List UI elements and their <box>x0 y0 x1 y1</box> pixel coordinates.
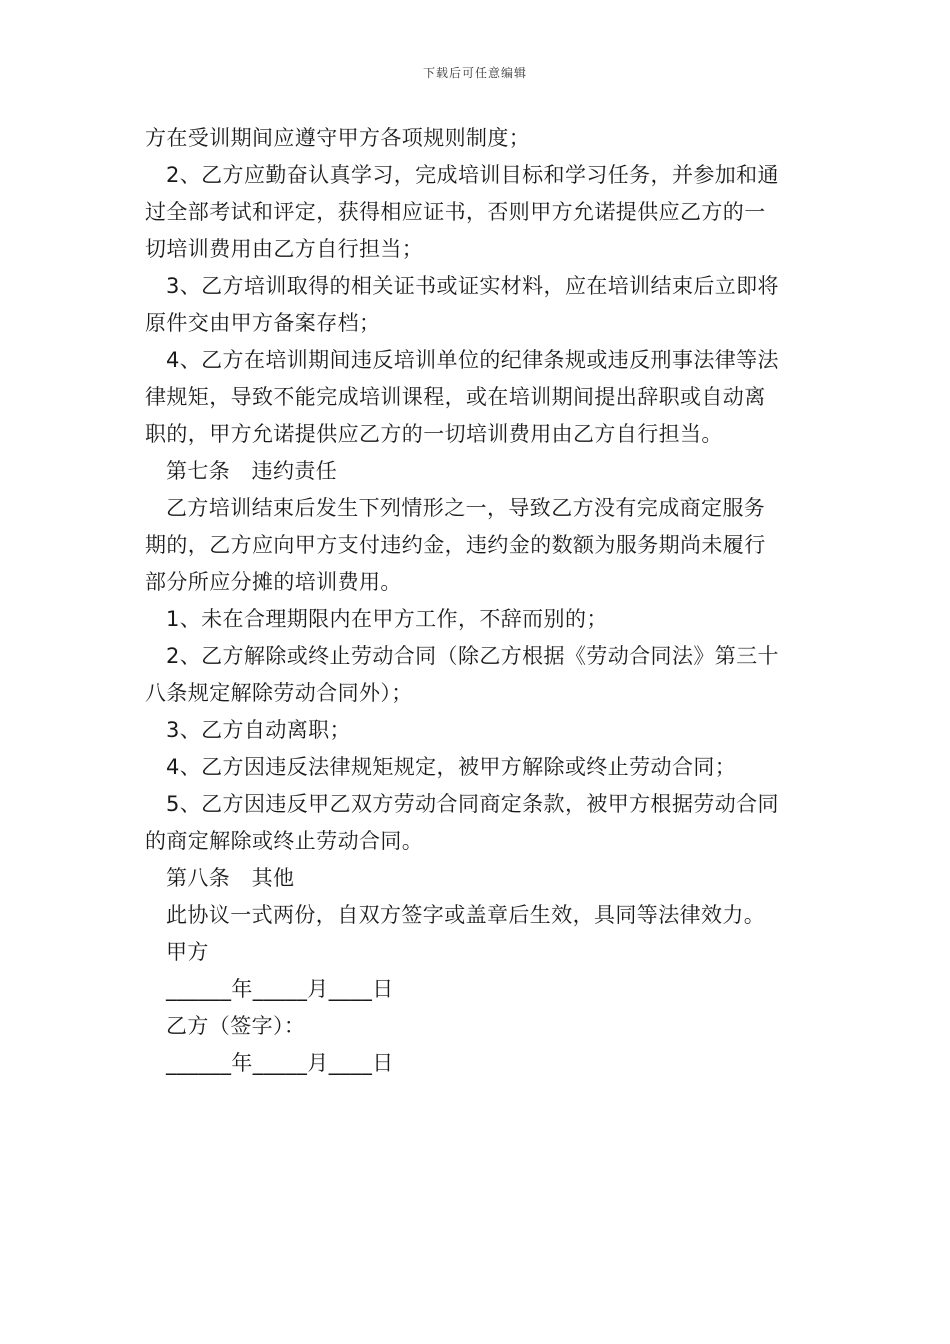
document-body <box>145 120 810 1082</box>
article-7-intro: 乙方培训结束后发生下列情形之一，导致乙方没有完成商定服务 <box>166 496 766 520</box>
breach-item-4: 4、乙方因违反法律规矩规定，被甲方解除或终止劳动合同； <box>166 755 737 779</box>
text-line: 的商定解除或终止劳动合同。 <box>145 829 424 853</box>
breach-item-2: 2、乙方解除或终止劳动合同（除乙方根据《劳动合同法》第三十 <box>166 644 779 668</box>
text-line: 方在受训期间应遵守甲方各项规则制度； <box>145 126 531 150</box>
party-b-date-line: ______年_____月____日 <box>166 1051 394 1075</box>
text-line: 原件交由甲方备案存档； <box>145 311 381 335</box>
party-b-signature-label: 乙方（签字）： <box>166 1014 306 1038</box>
breach-item-5: 5、乙方因违反甲乙双方劳动合同商定条款，被甲方根据劳动合同 <box>166 792 779 816</box>
text-line: 律规矩，导致不能完成培训课程，或在培训期间提出辞职或自动离 <box>145 385 766 409</box>
text-line: 过全部考试和评定，获得相应证书，否则甲方允诺提供应乙方的一 <box>145 200 766 224</box>
page-header-note: 下载后可任意编辑 <box>422 66 527 80</box>
article-8-body: 此协议一式两份，自双方签字或盖章后生效，具同等法律效力。 <box>166 903 766 927</box>
text-line: 八条规定解除劳动合同外）； <box>145 681 413 705</box>
text-line: 切培训费用由乙方自行担当； <box>145 237 424 261</box>
party-a-date-line: ______年_____月____日 <box>166 977 394 1001</box>
article-7-heading: 第七条 违约责任 <box>166 459 338 483</box>
clause-item-4: 4、乙方在培训期间违反培训单位的纪律条规或违反刑事法律等法 <box>166 348 779 372</box>
clause-item-2: 2、乙方应勤奋认真学习，完成培训目标和学习任务，并参加和通 <box>166 163 779 187</box>
breach-item-3: 3、乙方自动离职； <box>166 718 351 742</box>
text-line: 部分所应分摊的培训费用。 <box>145 570 402 594</box>
breach-item-1: 1、未在合理期限内在甲方工作，不辞而别的； <box>166 607 608 631</box>
text-line: 期的，乙方应向甲方支付违约金，违约金的数额为服务期尚未履行 <box>145 533 766 557</box>
article-8-heading: 第八条 其他 <box>166 866 295 890</box>
party-a-signature-label: 甲方 <box>166 940 209 964</box>
clause-item-3: 3、乙方培训取得的相关证书或证实材料，应在培训结束后立即将 <box>166 274 779 298</box>
text-line: 职的，甲方允诺提供应乙方的一切培训费用由乙方自行担当。 <box>145 422 723 446</box>
